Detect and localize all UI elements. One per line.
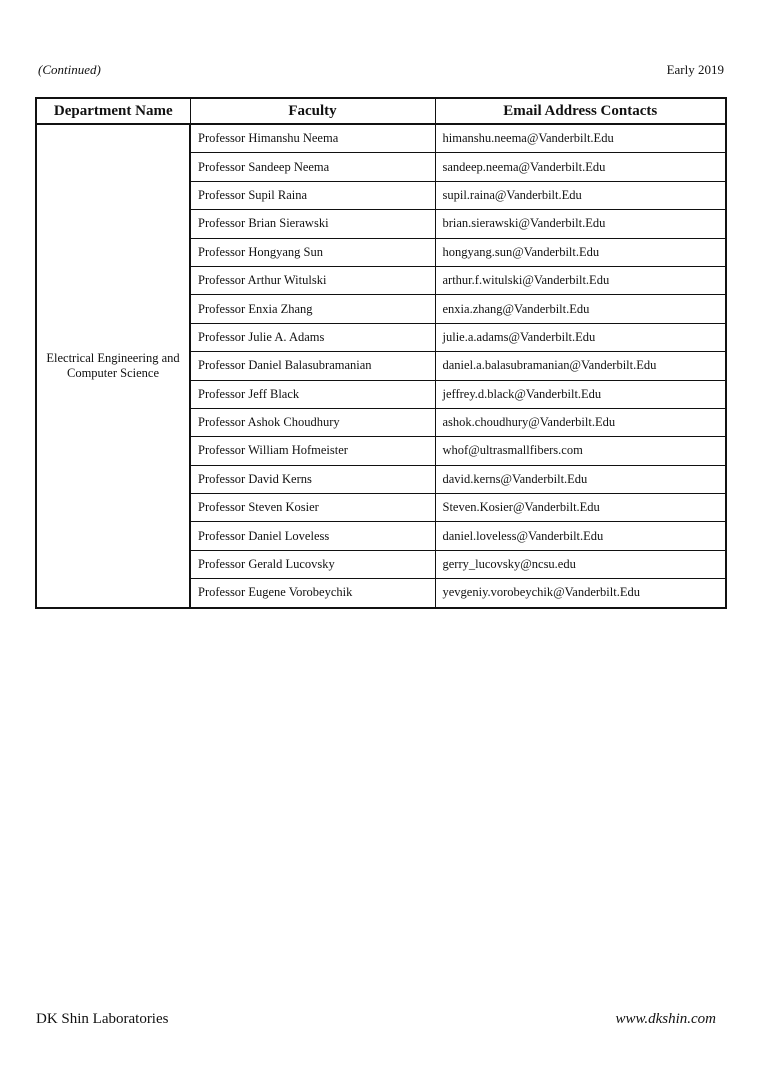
column-header-email: Email Address Contacts [435, 98, 726, 124]
table-row [36, 124, 726, 153]
faculty-cell: Professor Supil Raina [190, 181, 435, 209]
faculty-cell: Professor Steven Kosier [190, 494, 435, 522]
email-cell[interactable]: whof@ultrasmallfibers.com [435, 437, 726, 465]
faculty-contacts-table [35, 97, 727, 609]
faculty-cell: Professor Sandeep Neema [190, 153, 435, 181]
continued-label: (Continued) [38, 62, 101, 77]
date-label: Early 2019 [666, 62, 724, 77]
faculty-cell: Professor Daniel Balasubramanian [190, 352, 435, 380]
column-header-department: Department Name [36, 98, 190, 124]
faculty-cell: Professor Julie A. Adams [190, 323, 435, 351]
email-cell[interactable]: daniel.a.balasubramanian@Vanderbilt.Edu [435, 352, 726, 380]
faculty-cell: Professor Gerald Lucovsky [190, 550, 435, 578]
email-cell[interactable]: himanshu.neema@Vanderbilt.Edu [435, 124, 726, 153]
email-cell[interactable]: hongyang.sun@Vanderbilt.Edu [435, 238, 726, 266]
department-name-cell: Electrical Engineering and Computer Science [36, 124, 190, 608]
footer-lab-name: DK Shin Laboratories [36, 1011, 169, 1027]
faculty-cell: Professor Hongyang Sun [190, 238, 435, 266]
email-cell[interactable]: yevgeniy.vorobeychik@Vanderbilt.Edu [435, 579, 726, 608]
table-body [36, 124, 726, 608]
column-header-faculty: Faculty [190, 98, 435, 124]
email-cell[interactable]: ashok.choudhury@Vanderbilt.Edu [435, 408, 726, 436]
faculty-cell: Professor Enxia Zhang [190, 295, 435, 323]
email-cell[interactable]: david.kerns@Vanderbilt.Edu [435, 465, 726, 493]
faculty-cell: Professor Brian Sierawski [190, 210, 435, 238]
email-cell[interactable]: enxia.zhang@Vanderbilt.Edu [435, 295, 726, 323]
email-cell[interactable]: julie.a.adams@Vanderbilt.Edu [435, 323, 726, 351]
faculty-cell: Professor Arthur Witulski [190, 266, 435, 294]
footer-website[interactable]: www.dkshin.com [615, 1011, 716, 1027]
email-cell[interactable]: gerry_lucovsky@ncsu.edu [435, 550, 726, 578]
faculty-cell: Professor Daniel Loveless [190, 522, 435, 550]
faculty-cell: Professor Ashok Choudhury [190, 408, 435, 436]
table-header-row [36, 98, 726, 124]
faculty-cell: Professor David Kerns [190, 465, 435, 493]
faculty-cell: Professor Eugene Vorobeychik [190, 579, 435, 608]
email-cell[interactable]: Steven.Kosier@Vanderbilt.Edu [435, 494, 726, 522]
faculty-cell: Professor Himanshu Neema [190, 124, 435, 153]
email-cell[interactable]: jeffrey.d.black@Vanderbilt.Edu [435, 380, 726, 408]
email-cell[interactable]: sandeep.neema@Vanderbilt.Edu [435, 153, 726, 181]
email-cell[interactable]: arthur.f.witulski@Vanderbilt.Edu [435, 266, 726, 294]
email-cell[interactable]: daniel.loveless@Vanderbilt.Edu [435, 522, 726, 550]
faculty-cell: Professor Jeff Black [190, 380, 435, 408]
email-cell[interactable]: brian.sierawski@Vanderbilt.Edu [435, 210, 726, 238]
faculty-cell: Professor William Hofmeister [190, 437, 435, 465]
email-cell[interactable]: supil.raina@Vanderbilt.Edu [435, 181, 726, 209]
